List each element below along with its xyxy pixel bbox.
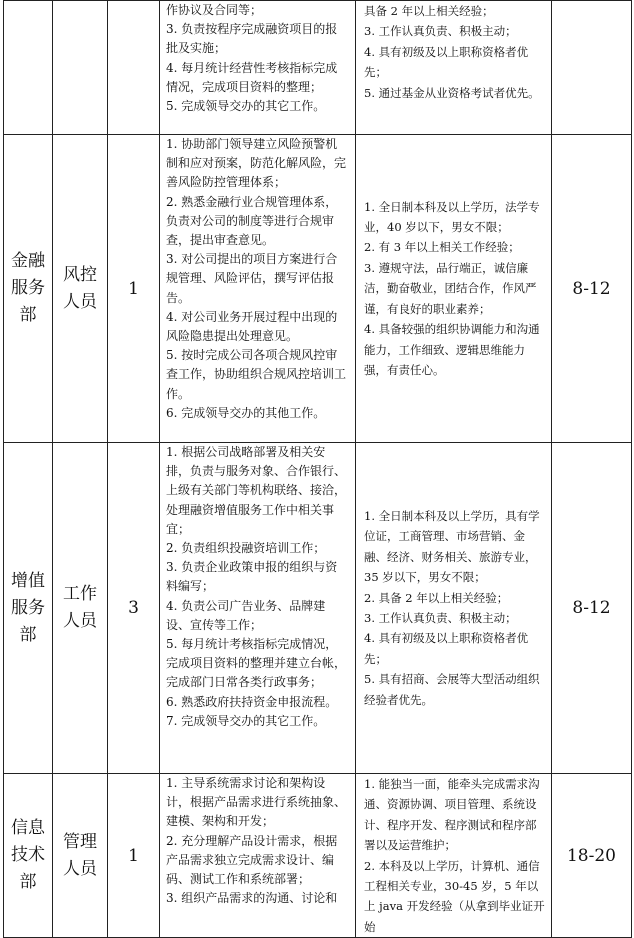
duty-item: 5. 按时完成公司各项合规风控审查工作，协助组织合规风控培训工作。 [166,348,347,401]
duties-cell [160,443,356,774]
requirement-item: 1. 全日制本科及以上学历，具有学位证，工商管理、市场营销、金融、经济、财务相关、旅游专业，35 岁以下，男女不限； [364,508,540,585]
duty-item: 4. 负责公司广告业务、品牌建设、宣传等工作； [166,598,326,632]
table-row [4,774,632,938]
headcount-cell: 1 [108,774,160,938]
salary-cell: 8-12 [552,135,632,443]
department-name-line: 部 [19,872,37,893]
duty-item: 5. 完成领导交办的其它工作。 [166,99,326,114]
department-name-line: 部 [19,624,37,645]
requirement-item: 3. 工作认真负责、积极主动； [364,611,517,625]
position-cell [53,135,108,443]
requirements-cell [356,135,552,443]
department-name-line: 技术 [11,845,45,866]
duties-cell [160,1,356,135]
headcount-cell: 1 [108,135,160,443]
department-name-line: 信息 [11,818,45,839]
department-cell [4,443,53,774]
department-name-line: 金融 [11,251,45,271]
requirement-item: 1. 能独当一面，能牵头完成需求沟通、资源协调、项目管理、系统设计、程序开发、程序测试和程序部署以及运营维护； [364,777,540,853]
position-name-line: 管理 [63,831,97,852]
duty-item: 1. 根据公司战略部署及相关安排，负责与服务对象、合作银行、上级有关部门等机构联络、接洽，处理融资增值服务工作中相关事宜； [166,445,347,536]
position-name-line: 人员 [63,611,97,631]
duty-item: 1. 协助部门领导建立风险预警机制和应对预案，防范化解风险，完善风险防控管理体系； [166,137,347,190]
requirement-item: 3. 遵规守法，品行端正，诚信廉洁，勤奋敬业，团结合作，作风严谨，有良好的职业素养； [364,260,537,316]
duty-item: 2. 熟悉金融行业合规管理体系，负责对公司的制度等进行合规审查，提出审查意见。 [166,194,338,248]
requirement-item: 4. 具有初级及以上职称资格者优先； [364,44,529,80]
duty-item: 5. 每月统计考核指标完成情况，完成项目资料的整理并建立台帐，完成部门日常各类行政事务； [166,637,347,690]
salary-cell [552,1,632,135]
headcount-cell: 3 [108,443,160,774]
duty-item: 2. 充分理解产品设计需求，根据产品需求独立完成需求设计、编码、测试工作和系统部署； [166,833,338,887]
position-cell [53,1,108,135]
duty-item: 6. 熟悉政府扶持资金申报流程。 [166,694,338,709]
requirement-item: 2. 有 3 年以上相关工作经验； [364,240,520,255]
duty-item: 4. 每月统计经营性考核指标完成情况，完成项目资料的整理； [166,60,338,94]
position-cell [53,774,108,938]
duty-item: 4. 对公司业务开展过程中出现的风险隐患提出处理意见。 [166,309,338,344]
requirement-item: 2. 本科及以上学历，计算机、通信工程相关专业，30-45 岁，5 年以上 java 开发经验（从拿到毕业证开始 [364,858,545,934]
position-name-line: 人员 [63,858,97,879]
requirement-item: 5. 具有招商、会展等大型活动组织经验者优先。 [364,672,540,707]
position-cell [53,443,108,774]
recruitment-table [3,0,632,938]
headcount-cell [108,1,160,135]
position-name-line: 人员 [63,291,97,312]
duty-item: 7. 完成领导交办的其它工作。 [166,713,326,728]
table-row [4,1,632,135]
duties-cell [160,774,356,938]
duty-item: 3. 负责按程序完成融资项目的报批及实施； [166,22,338,56]
duty-item: 3. 负责企业政策申报的组织与资料编写； [166,560,338,594]
department-name-line: 服务 [11,597,45,618]
salary-cell: 18-20 [552,774,632,938]
requirement-item: 具备 2 年以上相关经验； [364,4,494,18]
department-name-line: 增值 [11,570,45,591]
requirement-item: 2. 具备 2 年以上相关经验； [364,590,509,605]
duty-item: 作协议及合同等； [166,3,263,17]
department-cell [4,135,53,443]
duty-item: 1. 主导系统需求讨论和架构设计，根据产品需求进行系统抽象、建模、架构和开发； [166,776,347,829]
position-name-line: 风控 [63,264,97,285]
table-row [4,443,632,774]
department-cell [4,774,53,938]
requirements-cell [356,774,552,938]
requirement-item: 4. 具有初级及以上职称资格者优先； [364,631,529,666]
duty-item: 3. 对公司提出的项目方案进行合规管理、风险评估，撰写评估报告。 [166,252,338,305]
department-name-line: 部 [19,305,37,325]
table-row [4,135,632,443]
requirement-item: 3. 工作认真负责、积极主动； [364,24,517,39]
department-cell [4,1,53,135]
requirements-cell [356,443,552,774]
requirement-item: 4. 具备较强的组织协调能力和沟通能力，工作细致、逻辑思维能力强，有责任心。 [364,322,540,377]
salary-cell: 8-12 [552,443,632,774]
duty-item: 6. 完成领导交办的其他工作。 [166,405,326,420]
duties-cell [160,135,356,443]
requirements-cell [356,1,552,135]
department-name-line: 服务 [11,278,45,298]
duty-item: 3. 组织产品需求的沟通、讨论和 [166,891,338,906]
requirement-item: 1. 全日制本科及以上学历，法学专业，40 岁以下，男女不限； [364,199,540,235]
position-name-line: 工作 [63,584,97,604]
duty-item: 2. 负责组织投融资培训工作； [166,541,326,556]
requirement-item: 5. 通过基金从业资格考试者优先。 [364,85,540,100]
